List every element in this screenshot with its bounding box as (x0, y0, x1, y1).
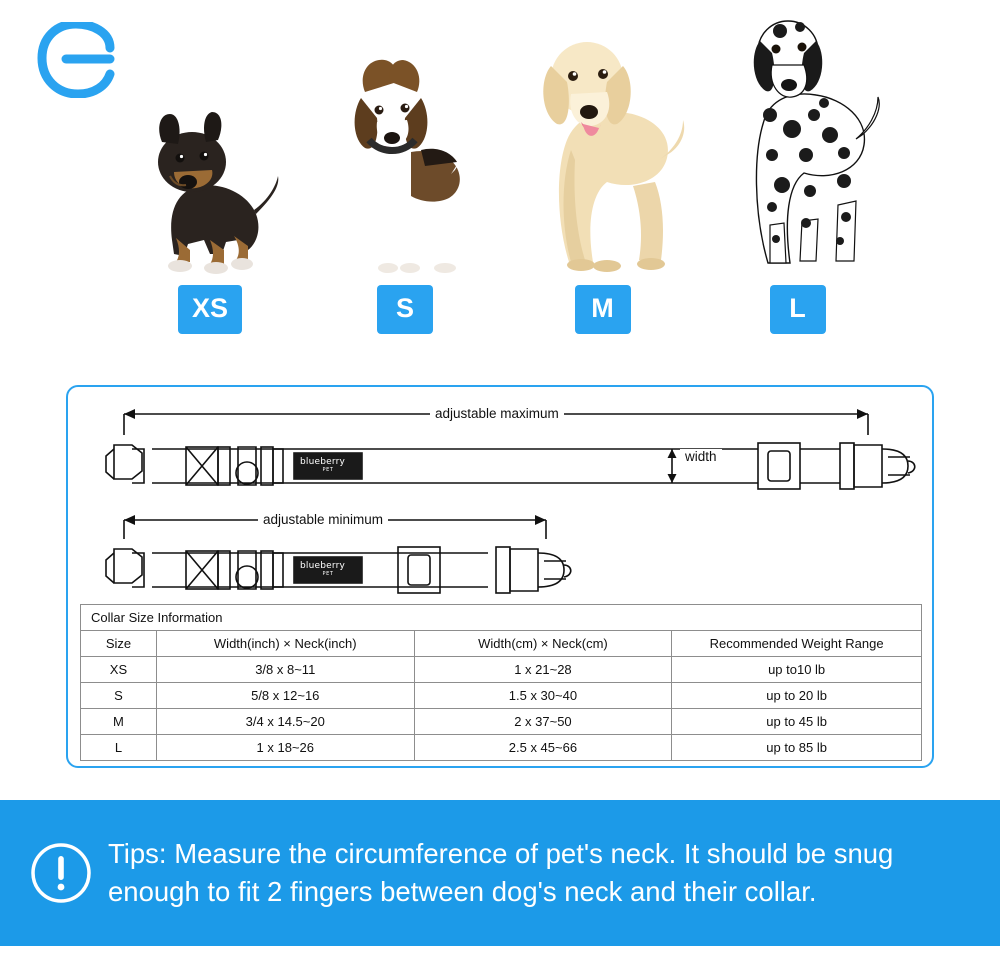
cell-size: M (81, 709, 157, 735)
size-table-wrapper (80, 604, 922, 761)
brand-logo-icon (36, 22, 116, 98)
cell-size: S (81, 683, 157, 709)
col-header-inch: Width(inch) × Neck(inch) (156, 631, 414, 657)
cell-cm: 1.5 x 30~40 (414, 683, 672, 709)
cell-weight: up to 85 lb (672, 735, 922, 761)
tips-text: Tips: Measure the circumference of pet's neck. It should be snug enough to fit 2 fingers between dog's neck and their collar. (108, 838, 894, 907)
collar-brand-tag-bottom (300, 561, 356, 577)
cell-cm: 1 x 21~28 (414, 657, 672, 683)
cell-size: L (81, 735, 157, 761)
cell-inch: 3/8 x 8~11 (156, 657, 414, 683)
collar-brand-text: blueberry (300, 457, 346, 467)
cell-size: XS (81, 657, 157, 683)
table-title: Collar Size Information (81, 605, 922, 631)
adjustable-minimum-label: adjustable minimum (258, 512, 388, 527)
cell-inch: 1 x 18~26 (156, 735, 414, 761)
tips-banner (0, 800, 1000, 946)
size-badge-s: S (377, 285, 433, 334)
dog-column-xs (130, 90, 290, 334)
cell-inch: 3/4 x 14.5~20 (156, 709, 414, 735)
size-badge-m: M (575, 285, 631, 334)
table-row (81, 657, 922, 683)
size-badge-xs: XS (178, 285, 242, 334)
dog-column-s (325, 40, 485, 334)
col-header-weight: Recommended Weight Range (672, 631, 922, 657)
table-row (81, 683, 922, 709)
cell-weight: up to 20 lb (672, 683, 922, 709)
dog-image-xs (130, 90, 290, 285)
collar-diagram-panel (66, 385, 934, 768)
table-title-row (81, 605, 922, 631)
table-row (81, 709, 922, 735)
adjustable-maximum-label: adjustable maximum (430, 406, 564, 421)
cell-weight: up to10 lb (672, 657, 922, 683)
exclamation-circle-icon (30, 842, 92, 904)
collar-brand-sub: PET (322, 467, 334, 473)
cell-inch: 5/8 x 12~16 (156, 683, 414, 709)
cell-weight: up to 45 lb (672, 709, 922, 735)
table-row (81, 735, 922, 761)
collar-size-table (80, 604, 922, 761)
collar-brand-sub-2: PET (322, 571, 334, 577)
size-badge-l: L (770, 285, 826, 334)
dog-image-m (515, 10, 690, 285)
width-label: width (680, 449, 722, 464)
dog-image-s (325, 40, 485, 285)
dog-size-illustrations (110, 0, 990, 350)
collar-brand-text-2: blueberry (300, 561, 346, 571)
col-header-cm: Width(cm) × Neck(cm) (414, 631, 672, 657)
dog-column-m (515, 10, 690, 334)
col-header-size: Size (81, 631, 157, 657)
collar-brand-tag-top (300, 457, 356, 473)
cell-cm: 2 x 37~50 (414, 709, 672, 735)
cell-cm: 2.5 x 45~66 (414, 735, 672, 761)
dog-column-l (710, 0, 885, 334)
table-header-row (81, 631, 922, 657)
dog-image-l (710, 0, 885, 285)
